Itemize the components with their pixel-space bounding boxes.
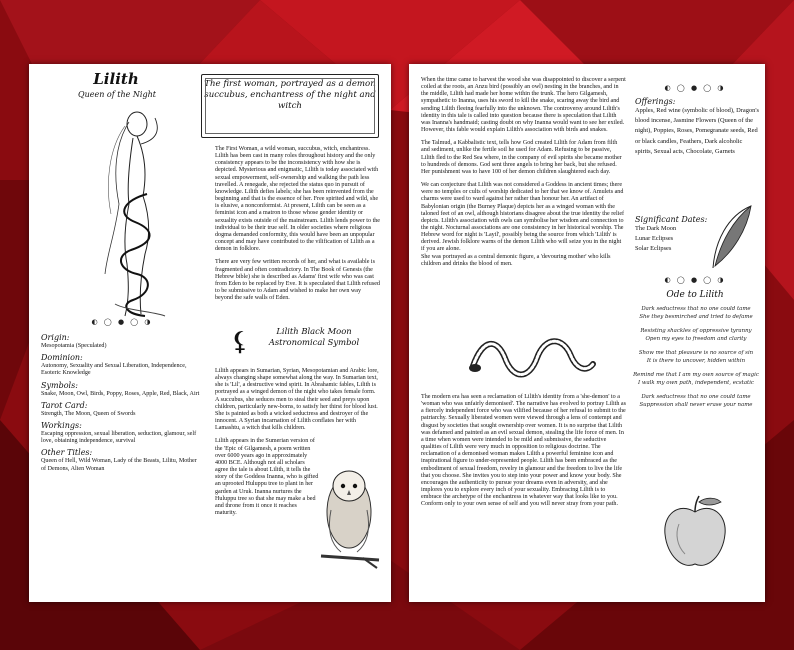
right-page <box>409 64 765 602</box>
attributes-list <box>41 330 203 476</box>
owl-illustration <box>319 460 381 570</box>
history-paragraph-1: When the time came to harvest the wood she was disappointed to discover a serpent coiled at the roots, an Anzu bird (possibly an owl) nesting in the branches, and in the middle, Lilith had made her home within the trunk. The hero Gilgamesh, sympathetic to Inanna, uses his sword to kill the snake, scaring away the bird and sending Lilith fleeing fearfully into the unknown. The controversy around Lilith's identity in this tale is called into question because there is speculation that Lilith was Inanna's handmaid; casting doubt on why Inanna would want to see her exiled. However, this fable would explain Lilith's association with birds and snakes. <box>421 77 626 134</box>
history-paragraph-2: The Talmud, a Kabbalistic text, tells how God created Lilith for Adam from filth and sediment, unlike the fertile soil he used for Adam. Refusing to be passive, Lilith fled to the Red Sea where, in the company of evil spirits she became mother to hundreds of demons. God sent three angels to bring her back, but she refused. Her punishment was to have 100 of her demon children slaughtered each day. <box>421 140 622 175</box>
date-item: The Dark Moon <box>635 225 677 232</box>
attr-label-origin: Origin: <box>41 333 70 342</box>
ode-line: Dark seductress that no one could tame <box>641 394 751 400</box>
quote-banner <box>201 74 379 138</box>
history-paragraph-3: We can conjecture that Lilith was not considered a Goddess in ancient times; there were no temples or cults of worship dedicated to her that we know of. Amulets and charms were used to ward against her rather than honour her. An artifact of Babylonian origin (the Burney Plaque) depicts her as a winged woman with the taloned feet of an owl, although historians disagree about the true identity the relief depicts. Lilith's association with owls can symbolise her wisdom and connection to the night. Nocturnal associations are one consistency in her historical worship. The Hebrew word for night is 'Layil', possibly being the source from which 'Lilith' is derived. Jewish folklore warns of the demon Lilith who will seize you in the night if you are alone. <box>421 182 625 253</box>
intro-paragraph-1: The First Woman, a wild woman, succubus, witch, enchantress. Lilith has been cast in many roles throughout history and the only consistency appears to be the inconsistency with how she is depicted. Mysterious and enigmatic, Lilith is today associated with sexual empowerment, self-ownership and walking the path less travelled. A renegade, she rejected the status quo in pursuit of knowledge. Lilith defies labels; she has been reinvented from the beginning and that is the essence of her. Free spirited and wild, she is elusive, a nonconformist. At present, Lilith can be seen as a feminist icon and a matron to those whose gender identity or sexuality exists outside of the mainstream. Lilith lends power to the individual to be their true self. In older societies where religious dogma demanded conformity, this would have been an unpopular concept and may have contributed to the vilification of Lilith as a demon in folklore. <box>215 146 381 253</box>
ode-divider: ◐ ◯ ● ◯ ◑ <box>664 276 726 284</box>
moon-phase-divider: ◐ ◯ ● ◯ ◑ <box>91 318 153 326</box>
dates-list <box>635 224 715 255</box>
apple-illustration <box>659 494 731 574</box>
ode-poem <box>633 306 759 416</box>
ode-line: Resisting shackles of oppressive tyranny <box>640 328 752 334</box>
ode-stanza <box>633 306 759 321</box>
lore-paragraph-2: Lilith appears in the Sumerian version of the 'Epic of Gilgamesh, a poem written over 6000 years ago in approximately 4000 BCE. Although not all scholars agree the tale is about Lilith, it tells the story of the Goddess Inanna, who is gifted an uprooted Huluppu tree to plant in her garden at Uruk. Inanna nurtures the Huluppu tree so that she may make a bed and throne from it once it reaches maturity. <box>215 438 319 516</box>
ode-stanza <box>633 328 759 343</box>
attr-value-tarot: Strength, The Moon, Queen of Swords <box>41 410 136 417</box>
attr-value-symbols: Snake, Moon, Owl, Birds, Poppy, Roses, Apple, Red, Black, Airt <box>41 390 200 397</box>
ode-line: It is there to uncover, hidden within <box>646 357 746 364</box>
attr-label-symbols: Symbols: <box>41 380 78 390</box>
modern-era-paragraph: The modern era has seen a reclamation of Lilith's identity from a 'she-demon' to a 'woman who was unfairly demonised'. The narrative has evolved to portray Lilith as a fiercely independent force who was vilified because of her refusal to submit to the patriarchy. Sexually liberated women were viewed through a lens of contempt and disgust by societies that sought ownership over women. It is no surprise that Lilith was defamed and painted as an evil sexual demon, stealing the life force of men. In a time when women were intended to be mild and submissive, the seductive qualities of Lilith were very much in opposition to religious doctrine. The reclamation of a demonised woman makes Lilith a powerful feminine icon and inspirational figure to under-represented people. Lilith has been embraced as the embodiment of sexual freedom, revelry in glamour and the freedom to live the life that you choose. She invites you to step into your power and know your body. She encourages the authenticity to pursue your dreams even in adversity, and she implores you to explore every inch of your sexuality. Embracing Lilith is to embrace the archetype of the enchantress in whatever way that looks like to you. Conform only to your own sense of self and you will never stray from your path. <box>421 394 626 508</box>
attr-value-dominion: Autonomy, Sexuality and Sexual Liberation, Independence, Esoteric Knowledge <box>41 363 187 377</box>
ode-title: Ode to Lilith <box>666 290 724 300</box>
left-page <box>29 64 391 602</box>
attr-label-tarot: Tarot Card: <box>41 400 88 410</box>
ode-line: I walk my own path, independent, ecstatic <box>638 379 754 386</box>
ode-line: Remind me that I am my own source of magic <box>633 372 759 378</box>
modern-era-text <box>421 394 626 515</box>
ode-line: Open my eyes to freedom and clarity <box>645 335 747 342</box>
ode-line: Dark seductress that no one could tame <box>641 306 751 312</box>
history-text <box>421 77 626 274</box>
intro-text <box>215 146 380 308</box>
lore-paragraph-1: Lilith appears in Sumarian, Syrian, Mesopotamian and Arabic lore, always changing shape somewhat along the way. In Sumarian text, she is 'Lil', a destructive wind spirit. In Abrahamic fables, Lilith is portrayed as a winged demon of the night who takes female form. A succubus, she seduces men to steal their seed and preys upon children, particularly new-borns, to satisfy her thirst for blood lust. She is painted as both a wicked seductress and destroyer of the innocent. A Syrian incarnation of Lilith conflates her with Lamashtu, a witch that kills children. <box>215 368 379 432</box>
attr-value-workings: Escaping oppression, sexual liberation, seduction, glamour, self love, obtaining independence, survival <box>41 431 197 445</box>
ode-line: Suppression shall never erase your name <box>639 401 753 408</box>
page-title: Lilith <box>93 70 139 88</box>
history-paragraph-4: She was portrayed as a central demonic figure, a 'devouring mother' who kills children and drinks the blood of men. <box>421 253 611 267</box>
page-subtitle: Queen of the Night <box>78 90 156 99</box>
black-moon-title: Lilith Black Moon Astronomical Symbol <box>268 326 360 347</box>
attr-label-workings: Workings: <box>41 421 82 431</box>
attr-value-origin: Mesopotamia (Speculated) <box>41 343 107 349</box>
ode-line: She they besmirched and tried to defame <box>639 313 753 320</box>
ode-stanza <box>633 394 759 409</box>
ode-stanza <box>633 372 759 387</box>
offerings-label: Offerings: <box>635 97 676 106</box>
black-moon-glyph-icon: ⚸ <box>230 327 250 357</box>
attr-label-titles: Other Titles: <box>41 448 93 458</box>
attr-label-dominion: Dominion: <box>41 353 83 363</box>
date-item: Solar Eclipses <box>635 245 672 253</box>
attr-value-titles: Queen of Hell, Wild Woman, Lady of the Beasts, Lilitu, Mother of Demons, Alien Woman <box>41 458 197 472</box>
ode-line: Show me that pleasure is no source of sin <box>638 350 754 356</box>
snake-illustration <box>467 328 597 388</box>
date-item: Lunar Eclipses <box>635 235 674 243</box>
dates-label: Significant Dates: <box>635 215 708 224</box>
offerings-list: Apples, Red wine (symbolic of blood), Dragon's blood incense, Jasmine Flowers (Queen of the night), Poppies, Roses, Pomegranate seeds, Red or black candles, Feathers, Dark alcoholic spirits, Sexual acts, Chocolate, Garnets <box>635 107 759 155</box>
intro-paragraph-2: There are very few written records of her, and what is available is fragmented and often contradictory. In The Book of Genesis (the Hebrew bible) she is described as Adams' first wife who was cast from Eden to be replaced by Eve. It is speculated that Lilith refused to be submissive to Adam and wished to make her own way beyond the safe walls of Eden. <box>215 259 380 302</box>
feather-illustration <box>707 202 757 272</box>
ode-stanza <box>633 350 759 365</box>
quote-banner-text: The first woman, portrayed as a demon succubus, enchantress of the night and witch <box>204 79 376 111</box>
offerings-divider: ◐ ◯ ● ◯ ◑ <box>664 84 726 92</box>
lilith-figure-illustration <box>85 104 175 322</box>
